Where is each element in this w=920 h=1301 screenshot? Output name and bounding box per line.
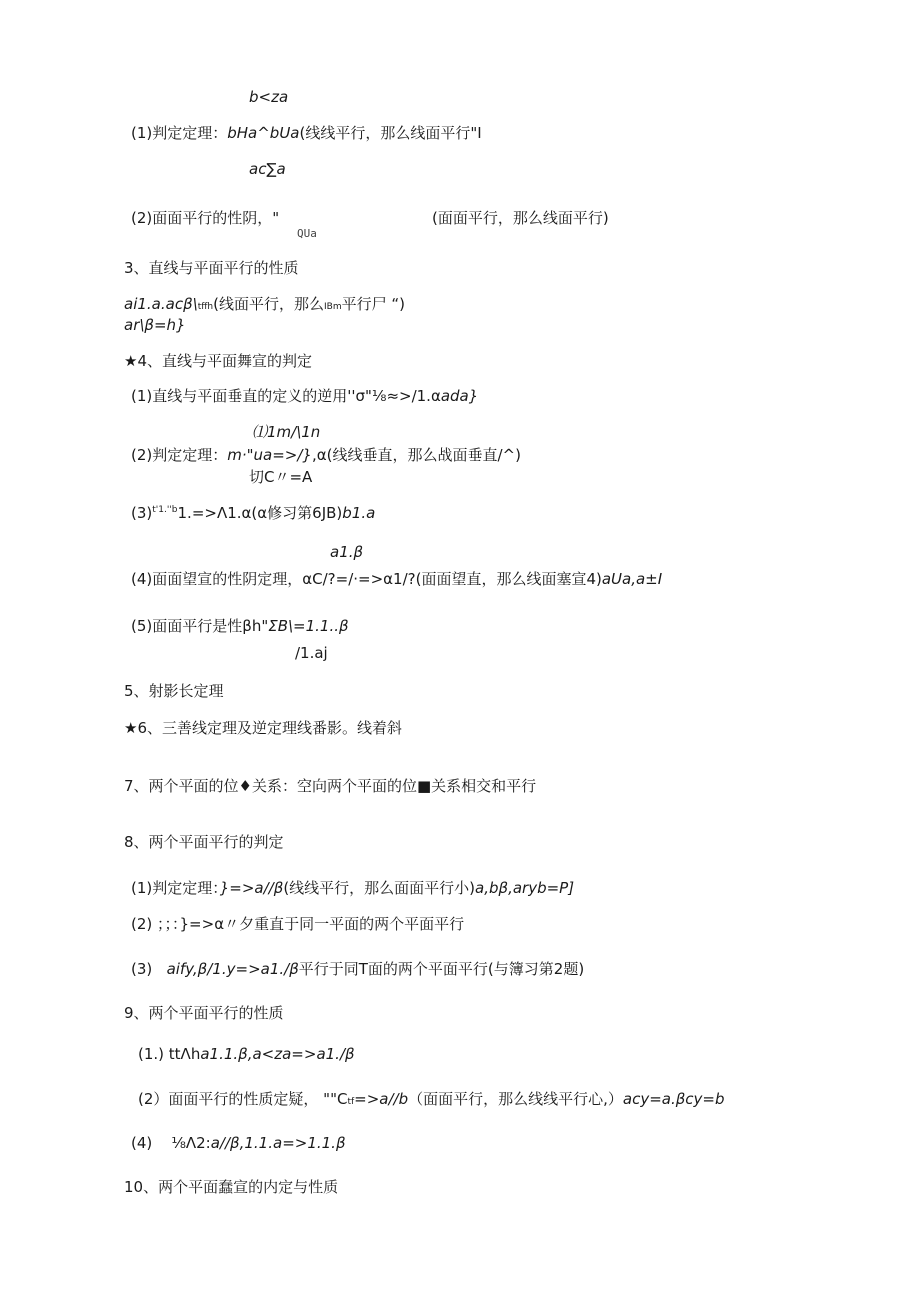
theorem-line: (2) ；；：}=>α〃夕重直于同一平面的两个平面平行 (131, 915, 465, 933)
formula-segment: acy=a.βcy=b (622, 1090, 725, 1108)
formula-segment: m·"ua=>/} (227, 446, 312, 464)
formula-segment: a∕∕β,1.1.a=>1.1.β (210, 1134, 346, 1152)
formula-segment: "ΣB\=1.1..β (261, 617, 349, 635)
formula-segment: aify,β/1.y=>a1./β (166, 960, 299, 978)
theorem-line (131, 878, 574, 898)
formula-segment: ada} (440, 387, 479, 405)
section-heading: 9、两个平面平行的性质 (124, 1004, 284, 1022)
text-segment: (2）面面平行的性质定疑， ""C (138, 1090, 348, 1108)
theorem-line (131, 503, 375, 523)
text-segment: tf (347, 1097, 355, 1107)
text-segment: t'1.''b (152, 505, 178, 515)
formula-line: /1.aj (295, 644, 328, 662)
theorem-line (131, 959, 584, 979)
theorem-line (131, 616, 349, 636)
text-segment: (线面平行，那么 (213, 295, 324, 313)
theorem-line (131, 569, 662, 589)
text-segment: (线线平行，那么线面平行"I (299, 124, 482, 142)
formula-segment: b1.a (342, 504, 376, 522)
text-segment: IBm (324, 302, 342, 312)
formula-line: ar\β=h} (124, 316, 186, 334)
formula-segment: a,bβ,aryb=P] (475, 879, 575, 897)
text-segment: 平行于同T面的两个平面平行(与簿习第2题) (298, 960, 585, 978)
theorem-line: (2)面面平行的性阴，" (131, 209, 280, 227)
section-heading: 3、直线与平面平行的性质 (124, 259, 299, 277)
theorem-line (131, 1133, 346, 1153)
text-segment: （面面平行，那么线线平行心,） (408, 1090, 623, 1108)
section-heading: 10、两个平面蠢宣的内定与性质 (124, 1178, 339, 1196)
formula-line: 切C〃=A (249, 468, 313, 486)
text-segment: (线线平行，那么面面平行小) (283, 879, 476, 897)
theorem-line (131, 445, 521, 465)
section-heading: ★6、三善线定理及逆定理线番影。线着斜 (124, 719, 402, 737)
theorem-line (138, 1044, 355, 1064)
text-segment: (1)判定定理： (131, 124, 228, 142)
section-heading: 8、两个平面平行的判定 (124, 833, 284, 851)
text-segment: 平行尸 “) (341, 295, 406, 313)
formula-segment: ai1.a.acβ\ (124, 295, 198, 313)
section-heading: 7、两个平面的位♦关系：空向两个平面的位■关系相交和平行 (124, 777, 537, 795)
formula-line: ac∑a (249, 160, 286, 178)
theorem-line (131, 123, 482, 143)
theorem-line (124, 294, 405, 317)
formula-segment: bHa^bUa (227, 124, 300, 142)
text-segment: ,α(线线垂直，那么战面垂直/^) (311, 446, 521, 464)
text-segment: ttΛh (168, 1045, 201, 1063)
text-segment: ⅛Λ2: (171, 1134, 211, 1152)
text-segment: (2)判定定理： (131, 446, 228, 464)
formula-segment: =>a∕∕b (354, 1090, 409, 1108)
text-segment: (1.) (138, 1045, 165, 1063)
text-segment: (3) (131, 960, 153, 978)
formula-segment: aUa,a±I (601, 570, 663, 588)
text-segment: 1.=>Λ1.α(α修习第6JB) (177, 504, 343, 522)
text-segment: (4)面面望宣的性阴定理，αC/?=/·=>α1/?(面面望直，那么线面塞宣4) (131, 570, 602, 588)
text-segment: (4) (131, 1134, 153, 1152)
text-fragment: (面面平行，那么线面平行) (432, 209, 609, 227)
text-segment: tffh (197, 302, 214, 312)
text-segment: (3) (131, 504, 153, 522)
formula-segment: a1.1.β,a<za=>a1./β (200, 1045, 355, 1063)
formula-line: a1.β (330, 543, 364, 561)
text-segment: (1)判定定理： (131, 879, 220, 897)
formula-segment: }=>a∕∕β (219, 879, 284, 897)
text-segment: (5)面面平行是性βh (131, 617, 262, 635)
theorem-line (131, 386, 478, 406)
section-heading: 5、射影长定理 (124, 682, 224, 700)
text-segment: (1)直线与平面垂直的定义的逆用''σ"⅛≈>/1.α (131, 387, 441, 405)
formula-line: ⑴1m/\1n (252, 423, 321, 441)
formula-fragment: QUa (297, 227, 317, 240)
formula-line: b<za (249, 88, 289, 106)
section-heading: ★4、直线与平面舞宣的判定 (124, 352, 312, 370)
theorem-line (138, 1089, 725, 1112)
